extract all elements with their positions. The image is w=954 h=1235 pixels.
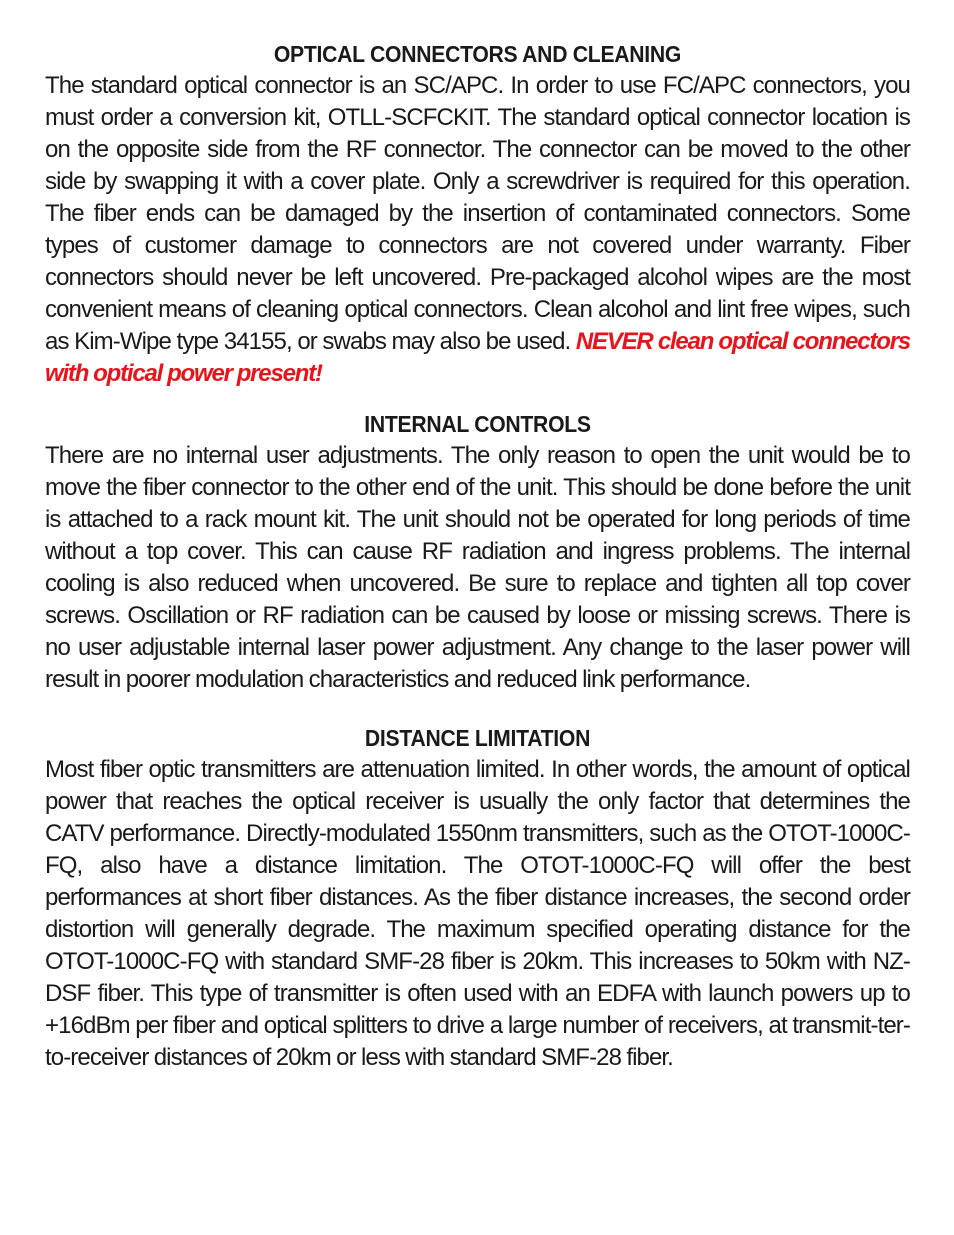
section-title-internal-controls: INTERNAL CONTROLS [364, 411, 591, 437]
cleaning-warning: NEVER clean optical connectors with optical power present! [45, 328, 910, 387]
section-title-distance-limitation: DISTANCE LIMITATION [364, 725, 591, 751]
section-spacer [45, 390, 910, 408]
section-title-optical-connectors: OPTICAL CONNECTORS AND CLEANING [273, 41, 682, 67]
document-page [45, 38, 910, 1074]
section-body-distance-limitation: Most fiber optic transmitters are attenuation limited. In other words, the amount of optical power that reaches the optical receiver is usually the only factor that determines the CATV performance. Directly-modulated 1550nm transmitters, such as the OTOT-1000C-FQ, also have a distance limitation. The OTOT-1000C-FQ will offer the best performances at short fiber distances. As the fiber distance increases, the second order distortion will generally degrade. The maximum specified operating distance for the OTOT-1000C-FQ with standard SMF-28 fiber is 20km. This increases to 50km with NZ-DSF fiber. This type of transmitter is often used with an EDFA with launch powers up to +16dBm per fiber and optical splitters to drive a large number of receivers, at transmit-ter-to-receiver distances of 20km or less with standard SMF-28 fiber. [45, 756, 910, 1071]
section-body-optical-connectors [45, 70, 910, 390]
section-spacer [45, 696, 910, 722]
optical-connectors-text: The standard optical connector is an SC/APC. In order to use FC/APC connectors, you must order a conversion kit, OTLL-SCFCKIT. The standard optical connector location is on the opposite side from the RF connector. The connector can be moved to the other side by swapping it with a cover plate. Only a screwdriver is required for this operation. The fiber ends can be damaged by the insertion of contaminated connectors. Some types of customer damage to connectors are not covered under warranty. Fiber connectors should never be left uncovered. Pre-packaged alcohol wipes are the most convenient means of cleaning optical connectors. Clean alcohol and lint free wipes, such as Kim-Wipe type 34155, or swabs may also be used. [45, 72, 910, 355]
section-body-internal-controls: There are no internal user adjustments. The only reason to open the unit would be to move the fiber connector to the other end of the unit. This should be done before the unit is attached to a rack mount kit. The unit should not be operated for long periods of time without a top cover. This can cause RF radiation and ingress problems. The internal cooling is also reduced when uncovered. Be sure to replace and tighten all top cover screws. Oscillation or RF radiation can be caused by loose or missing screws. There is no user adjustable internal laser power adjustment. Any change to the laser power will result in poorer modulation characteristics and reduced link performance. [45, 442, 910, 693]
